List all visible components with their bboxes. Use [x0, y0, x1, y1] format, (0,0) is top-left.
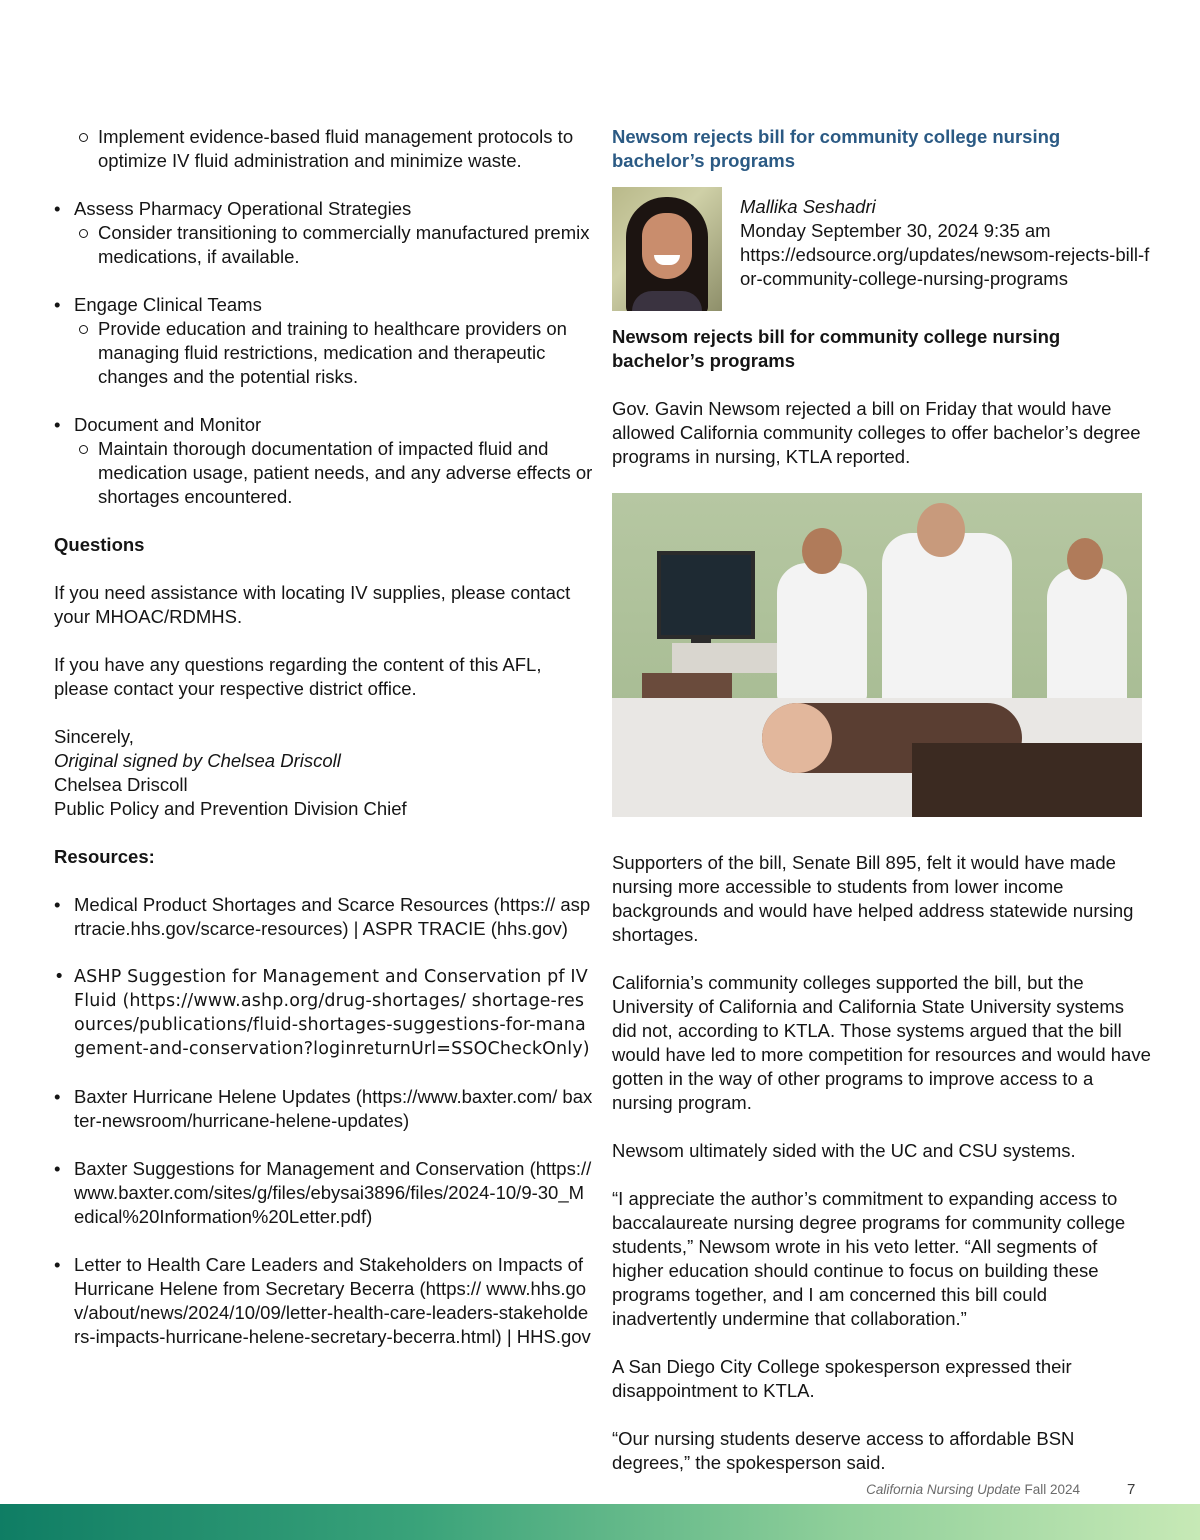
byline-text	[740, 187, 1152, 311]
action-sublist	[54, 317, 594, 389]
left-column	[54, 125, 594, 1373]
resources-heading: Resources:	[54, 846, 155, 867]
action-sublist	[54, 437, 594, 509]
article-subtitle: Newsom rejects bill for community college nursing bachelor’s programs	[612, 326, 1061, 371]
questions-paragraph-2: If you have any questions regarding the content of this AFL, please contact your respective district office.	[54, 654, 542, 699]
resource-link[interactable]: • Letter to Health Care Leaders and Stakeholders on Impacts of Hurricane Helene from Secretary Becerra (https:// www.hhs.gov/about/news/2024/10/09/letter-health-care-leaders-stakeholders-impacts-hurricane-helene-secretary-becerra.html) | HHS.gov	[54, 1253, 594, 1349]
article-title: Newsom rejects bill for community college nursing bachelor’s programs	[612, 126, 1061, 171]
page-number: 7	[1127, 1481, 1136, 1498]
intro-sub-bullet: Implement evidence-based fluid management protocols to optimize IV fluid administration and minimize waste.	[54, 125, 594, 173]
article-paragraph: Newsom ultimately sided with the UC and CSU systems.	[612, 1140, 1076, 1161]
article-paragraph: “I appreciate the author’s commitment to expanding access to baccalaureate nursing degree programs for community college students,” Newsom wrote in his veto letter. “All segments of higher education should continue to focus on building these programs together, and I am concerned this bill could inadvertently undermine that collaboration.”	[612, 1188, 1126, 1329]
publication-name: California Nursing Update	[866, 1482, 1021, 1497]
byline	[612, 187, 1152, 311]
resource-link[interactable]: • Baxter Hurricane Helene Updates (https://www.baxter.com/ baxter-newsroom/hurricane-helene-updates)	[54, 1085, 594, 1133]
signoff-title: Public Policy and Prevention Division Chief	[54, 798, 407, 819]
footer-gradient-band	[0, 1504, 1200, 1540]
article-paragraph: California’s community colleges supported the bill, but the University of California and California State University systems did not, according to KTLA. Those systems argued that the bill would have led to more competition for resources and would have gotten in the way of other programs to improve access to a nursing program.	[612, 972, 1151, 1113]
resource-link[interactable]: • Medical Product Shortages and Scarce Resources (https:// asprtracie.hhs.gov/scarce-resources) | ASPR TRACIE (hhs.gov)	[54, 893, 594, 941]
signoff-block	[54, 725, 594, 821]
action-item	[54, 197, 594, 269]
signoff-signed: Original signed by Chelsea Driscoll	[54, 750, 341, 771]
action-item-label: • Assess Pharmacy Operational Strategies	[74, 198, 412, 219]
publication-issue: Fall 2024	[1024, 1482, 1080, 1497]
action-item-label: • Document and Monitor	[74, 414, 262, 435]
action-subitem: Maintain thorough documentation of impacted fluid and medication usage, patient needs, and any adverse effects or shortages encountered.	[54, 437, 594, 509]
author-photo	[612, 187, 722, 311]
action-subitem: Consider transitioning to commercially manufactured premix medications, if available.	[54, 221, 594, 269]
resource-link[interactable]: • Baxter Suggestions for Management and Conservation (https://www.baxter.com/sites/g/files/ebysai3896/files/2024-10/9-30_Medical%20Information%20Letter.pdf)	[54, 1157, 594, 1229]
signoff-name: Chelsea Driscoll	[54, 774, 188, 795]
questions-heading: Questions	[54, 534, 145, 555]
page-footer	[0, 1478, 1200, 1502]
action-subitem: Provide education and training to healthcare providers on managing fluid restrictions, medication and therapeutic changes and the potential risks.	[54, 317, 594, 389]
action-sublist	[54, 221, 594, 269]
article-paragraph: Supporters of the bill, Senate Bill 895, felt it would have made nursing more accessible to students from lower income backgrounds and would have helped address statewide nursing shortages.	[612, 852, 1134, 945]
article-paragraph: Gov. Gavin Newsom rejected a bill on Friday that would have allowed California community colleges to offer bachelor’s degree programs in nursing, KTLA reported.	[612, 398, 1141, 467]
footer-publication	[866, 1478, 1080, 1502]
article-paragraph: “Our nursing students deserve access to affordable BSN degrees,” the spokesperson said.	[612, 1428, 1075, 1473]
signoff-closing: Sincerely,	[54, 726, 134, 747]
author-name: Mallika Seshadri	[740, 196, 876, 217]
resource-link[interactable]: • ASHP Suggestion for Management and Conservation pf IV Fluid (https://www.ashp.org/drug-shortages/ shortage-resources/publications/fluid-shortages-suggestions-for-management-and-conservation?loginreturnUrl=SSOCheckOnly)	[54, 965, 594, 1061]
action-list	[54, 197, 594, 509]
article-date: Monday September 30, 2024 9:35 am	[740, 220, 1051, 241]
article-url[interactable]: https://edsource.org/updates/newsom-rejects-bill-for-community-college-nursing-programs	[740, 244, 1150, 289]
questions-paragraph-1: If you need assistance with locating IV supplies, please contact your MHOAC/RDMHS.	[54, 582, 571, 627]
action-item	[54, 413, 594, 509]
right-column	[612, 125, 1152, 1475]
article-paragraph: A San Diego City College spokesperson expressed their disappointment to KTLA.	[612, 1356, 1072, 1401]
nursing-students-photo	[612, 493, 1142, 817]
action-item-label: • Engage Clinical Teams	[74, 294, 262, 315]
resources-list	[54, 893, 594, 1349]
action-item	[54, 293, 594, 389]
